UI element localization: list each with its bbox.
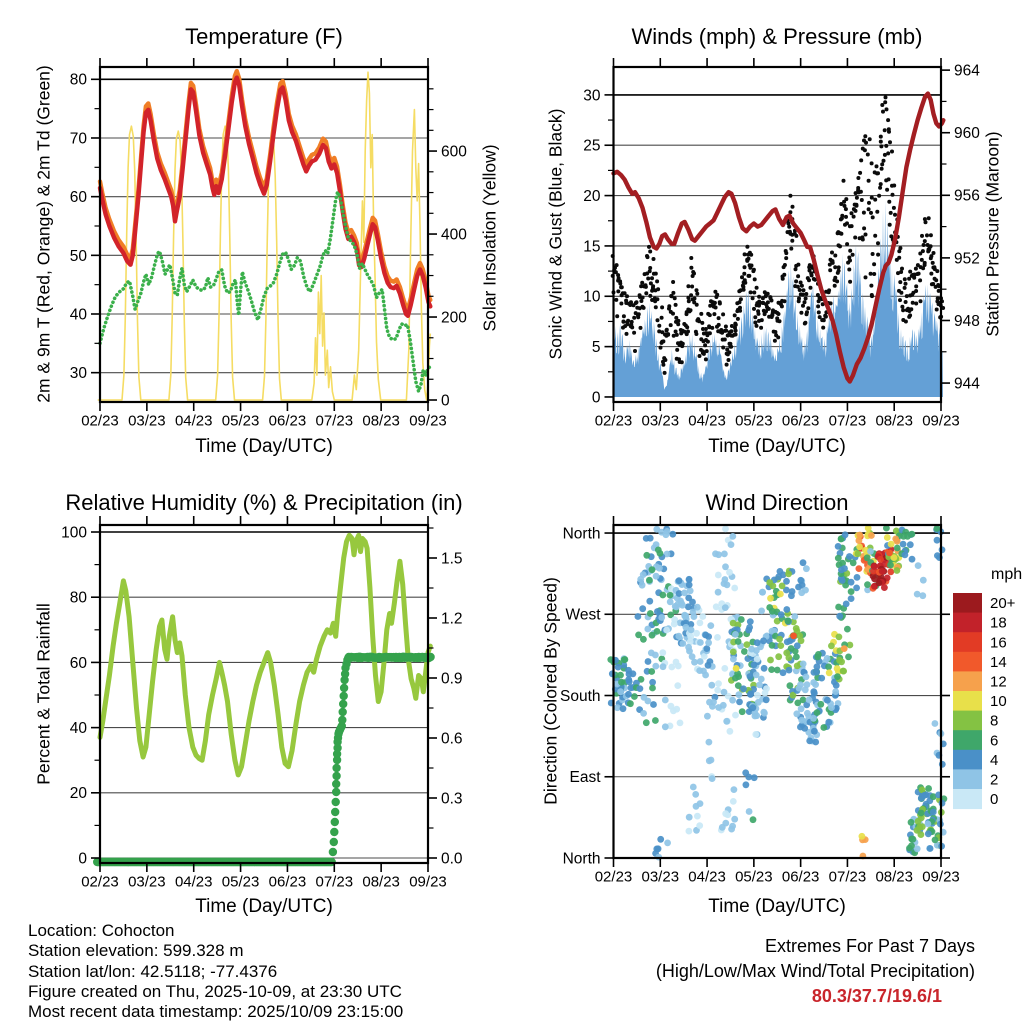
svg-text:03/23: 03/23 <box>641 868 680 886</box>
svg-text:2: 2 <box>990 771 999 789</box>
svg-text:08/23: 08/23 <box>362 873 400 891</box>
panel-title-temperature: Temperature (F) <box>185 24 343 49</box>
svg-text:960: 960 <box>954 125 980 143</box>
svg-text:07/23: 07/23 <box>315 873 354 891</box>
svg-text:05/23: 05/23 <box>735 412 773 430</box>
x-axis-label-temperature: Time (Day/UTC) <box>195 436 333 457</box>
svg-text:964: 964 <box>954 62 980 80</box>
svg-text:30: 30 <box>69 365 87 383</box>
panel-title-wind-direction: Wind Direction <box>705 490 849 515</box>
svg-text:South: South <box>559 687 601 705</box>
svg-text:8: 8 <box>990 712 999 730</box>
svg-text:80: 80 <box>69 589 87 607</box>
extremes-title: Extremes For Past 7 Days <box>764 936 975 956</box>
svg-text:07/23: 07/23 <box>828 412 867 430</box>
y-axis-label-temperature-left: 2m & 9m T (Red, Orange) & 2m Td (Green) <box>33 65 54 403</box>
svg-text:09/23: 09/23 <box>409 412 447 430</box>
svg-text:North: North <box>562 850 601 868</box>
svg-text:05/23: 05/23 <box>735 868 773 886</box>
svg-text:952: 952 <box>954 250 980 268</box>
svg-text:03/23: 03/23 <box>641 412 680 430</box>
svg-text:1.2: 1.2 <box>441 610 463 628</box>
svg-text:30: 30 <box>583 87 601 105</box>
svg-text:100: 100 <box>61 524 87 542</box>
panel-title-winds: Winds (mph) & Pressure (mb) <box>631 24 923 49</box>
extremes-subtitle: (High/Low/Max Wind/Total Precipitation) <box>655 961 975 981</box>
svg-text:06/23: 06/23 <box>268 412 307 430</box>
svg-text:956: 956 <box>954 187 980 205</box>
svg-text:20: 20 <box>69 785 87 803</box>
svg-text:600: 600 <box>441 143 467 161</box>
svg-text:25: 25 <box>583 137 601 155</box>
svg-text:04/23: 04/23 <box>688 412 726 430</box>
svg-text:70: 70 <box>69 130 87 148</box>
colorbar-title: mph <box>991 566 1023 583</box>
svg-text:05/23: 05/23 <box>221 412 260 430</box>
svg-text:0.3: 0.3 <box>441 790 463 808</box>
svg-text:0.0: 0.0 <box>441 850 463 868</box>
svg-text:07/23: 07/23 <box>315 412 354 430</box>
svg-text:40: 40 <box>69 720 87 738</box>
svg-text:03/23: 03/23 <box>128 412 166 430</box>
data-timestamp: Most recent data timestamp: 2025/10/09 23:15:00 <box>28 1002 404 1022</box>
svg-text:10: 10 <box>990 693 1007 711</box>
svg-text:200: 200 <box>441 309 467 327</box>
svg-text:0.9: 0.9 <box>441 670 463 688</box>
extremes-summary <box>656 934 975 1009</box>
svg-text:06/23: 06/23 <box>781 868 820 886</box>
svg-text:04/23: 04/23 <box>174 873 213 891</box>
panel-winds <box>583 58 980 429</box>
svg-text:09/23: 09/23 <box>922 868 960 886</box>
station-latlon: Station lat/lon: 42.5118; -77.4376 <box>28 961 278 981</box>
x-axis-label-winds: Time (Day/UTC) <box>708 436 846 457</box>
svg-text:50: 50 <box>69 247 87 265</box>
svg-text:09/23: 09/23 <box>409 873 447 891</box>
y-axis-label-pressure-right: Station Pressure (Maroon) <box>982 131 1003 337</box>
svg-text:0: 0 <box>591 389 601 407</box>
svg-text:09/23: 09/23 <box>922 412 960 430</box>
svg-text:06/23: 06/23 <box>268 873 307 891</box>
panel-temperature <box>70 58 467 429</box>
svg-text:6: 6 <box>990 732 999 750</box>
svg-text:4: 4 <box>990 751 999 769</box>
panel-humidity <box>61 516 463 890</box>
svg-text:20: 20 <box>583 188 601 206</box>
svg-text:1.5: 1.5 <box>441 550 463 568</box>
svg-text:02/23: 02/23 <box>594 412 633 430</box>
station-elevation: Station elevation: 599.328 m <box>28 941 244 961</box>
station-info <box>28 921 403 1022</box>
svg-text:West: West <box>565 606 601 624</box>
y-axis-label-solar-right: Solar Insolation (Yellow) <box>479 144 500 332</box>
svg-text:944: 944 <box>954 375 980 393</box>
svg-text:5: 5 <box>591 339 601 357</box>
svg-text:16: 16 <box>990 634 1007 652</box>
figure-created: Figure created on Thu, 2025-10-09, at 23:30 UTC <box>28 981 402 1001</box>
svg-text:02/23: 02/23 <box>81 412 119 430</box>
svg-text:80: 80 <box>69 71 87 89</box>
svg-text:14: 14 <box>990 653 1007 671</box>
svg-text:0: 0 <box>441 392 450 410</box>
svg-text:03/23: 03/23 <box>128 873 166 891</box>
svg-text:12: 12 <box>990 673 1007 691</box>
svg-text:0.6: 0.6 <box>441 730 463 748</box>
panel-title-humidity: Relative Humidity (%) & Precipitation (in) <box>65 490 463 515</box>
x-axis-label-wind-direction: Time (Day/UTC) <box>708 896 846 917</box>
svg-text:0: 0 <box>990 791 999 809</box>
panel-wind_direction <box>560 516 1016 885</box>
svg-text:04/23: 04/23 <box>174 412 213 430</box>
svg-text:02/23: 02/23 <box>81 873 119 891</box>
svg-text:948: 948 <box>954 312 980 330</box>
svg-text:07/23: 07/23 <box>828 868 867 886</box>
svg-text:18: 18 <box>990 614 1007 632</box>
svg-text:04/23: 04/23 <box>688 868 726 886</box>
svg-text:10: 10 <box>583 288 601 306</box>
svg-text:60: 60 <box>69 189 87 207</box>
svg-text:0: 0 <box>78 850 87 868</box>
y-axis-label-humidity-left: Percent & Total Rainfall <box>33 603 54 785</box>
svg-text:East: East <box>569 769 601 787</box>
svg-text:40: 40 <box>69 306 87 324</box>
svg-text:06/23: 06/23 <box>781 412 820 430</box>
y-axis-label-wind-left: Sonic Wind & Gust (Blue, Black) <box>545 108 566 360</box>
station-location: Location: Cohocton <box>28 921 175 940</box>
svg-text:08/23: 08/23 <box>875 412 913 430</box>
extremes-values: 80.3/37.7/19.6/1 <box>811 986 942 1006</box>
svg-text:05/23: 05/23 <box>221 873 260 891</box>
y-axis-label-direction-left: Direction (Colored By Speed) <box>540 577 561 805</box>
svg-text:08/23: 08/23 <box>362 412 400 430</box>
svg-text:400: 400 <box>441 226 467 244</box>
svg-text:20+: 20+ <box>990 595 1016 613</box>
svg-text:60: 60 <box>69 654 87 672</box>
svg-text:North: North <box>562 525 601 543</box>
svg-text:08/23: 08/23 <box>875 868 913 886</box>
svg-text:15: 15 <box>583 238 601 256</box>
svg-text:02/23: 02/23 <box>594 868 633 886</box>
x-axis-label-humidity: Time (Day/UTC) <box>195 896 333 917</box>
